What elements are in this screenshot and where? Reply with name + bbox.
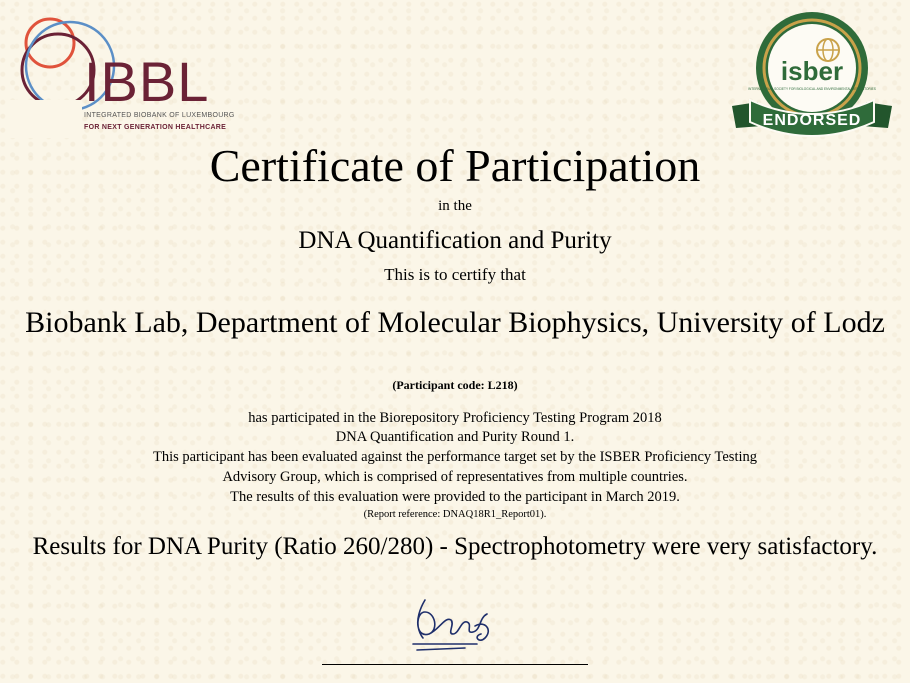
ibbl-tagline: FOR NEXT GENERATION HEALTHCARE bbox=[84, 124, 227, 131]
body-line: DNA Quantification and Purity Round 1. bbox=[335, 429, 575, 445]
participant-code: (Participant code: L218) bbox=[392, 378, 518, 392]
isber-wordmark: isber bbox=[780, 56, 844, 86]
isber-subtitle: INTERNATIONAL SOCIETY FOR BIOLOGICAL AND ENVIRONMENTAL REPOSITORIES bbox=[748, 87, 876, 91]
in-the-text: in the bbox=[438, 198, 472, 214]
results-statement: Results for DNA Purity (Ratio 260/280) - Spectrophotometry were very satisfactory. bbox=[32, 533, 878, 560]
ibbl-subtitle: INTEGRATED BIOBANK OF LUXEMBOURG bbox=[84, 112, 235, 119]
handwritten-signature-icon bbox=[395, 590, 505, 662]
participant-name: Biobank Lab, Department of Molecular Biophysics, University of Lodz bbox=[25, 306, 885, 339]
body-line: Advisory Group, which is comprised of representatives from multiple countries. bbox=[222, 469, 688, 485]
certificate-title: Certificate of Participation bbox=[209, 140, 701, 191]
isber-badge: ENDORSED bbox=[762, 112, 862, 129]
isber-endorsed-seal bbox=[728, 10, 896, 140]
signature-line bbox=[322, 664, 588, 665]
program-name: DNA Quantification and Purity bbox=[298, 227, 612, 254]
report-reference: (Report reference: DNAQ18R1_Report01). bbox=[363, 509, 547, 520]
body-line: The results of this evaluation were provided to the participant in March 2019. bbox=[230, 489, 680, 505]
body-line: has participated in the Biorepository Proficiency Testing Program 2018 bbox=[248, 410, 662, 426]
ibbl-wordmark: IBBL bbox=[84, 50, 210, 113]
certify-text: This is to certify that bbox=[384, 265, 526, 284]
body-line: This participant has been evaluated against the performance target set by the ISBER Proficiency Testing bbox=[152, 449, 758, 465]
